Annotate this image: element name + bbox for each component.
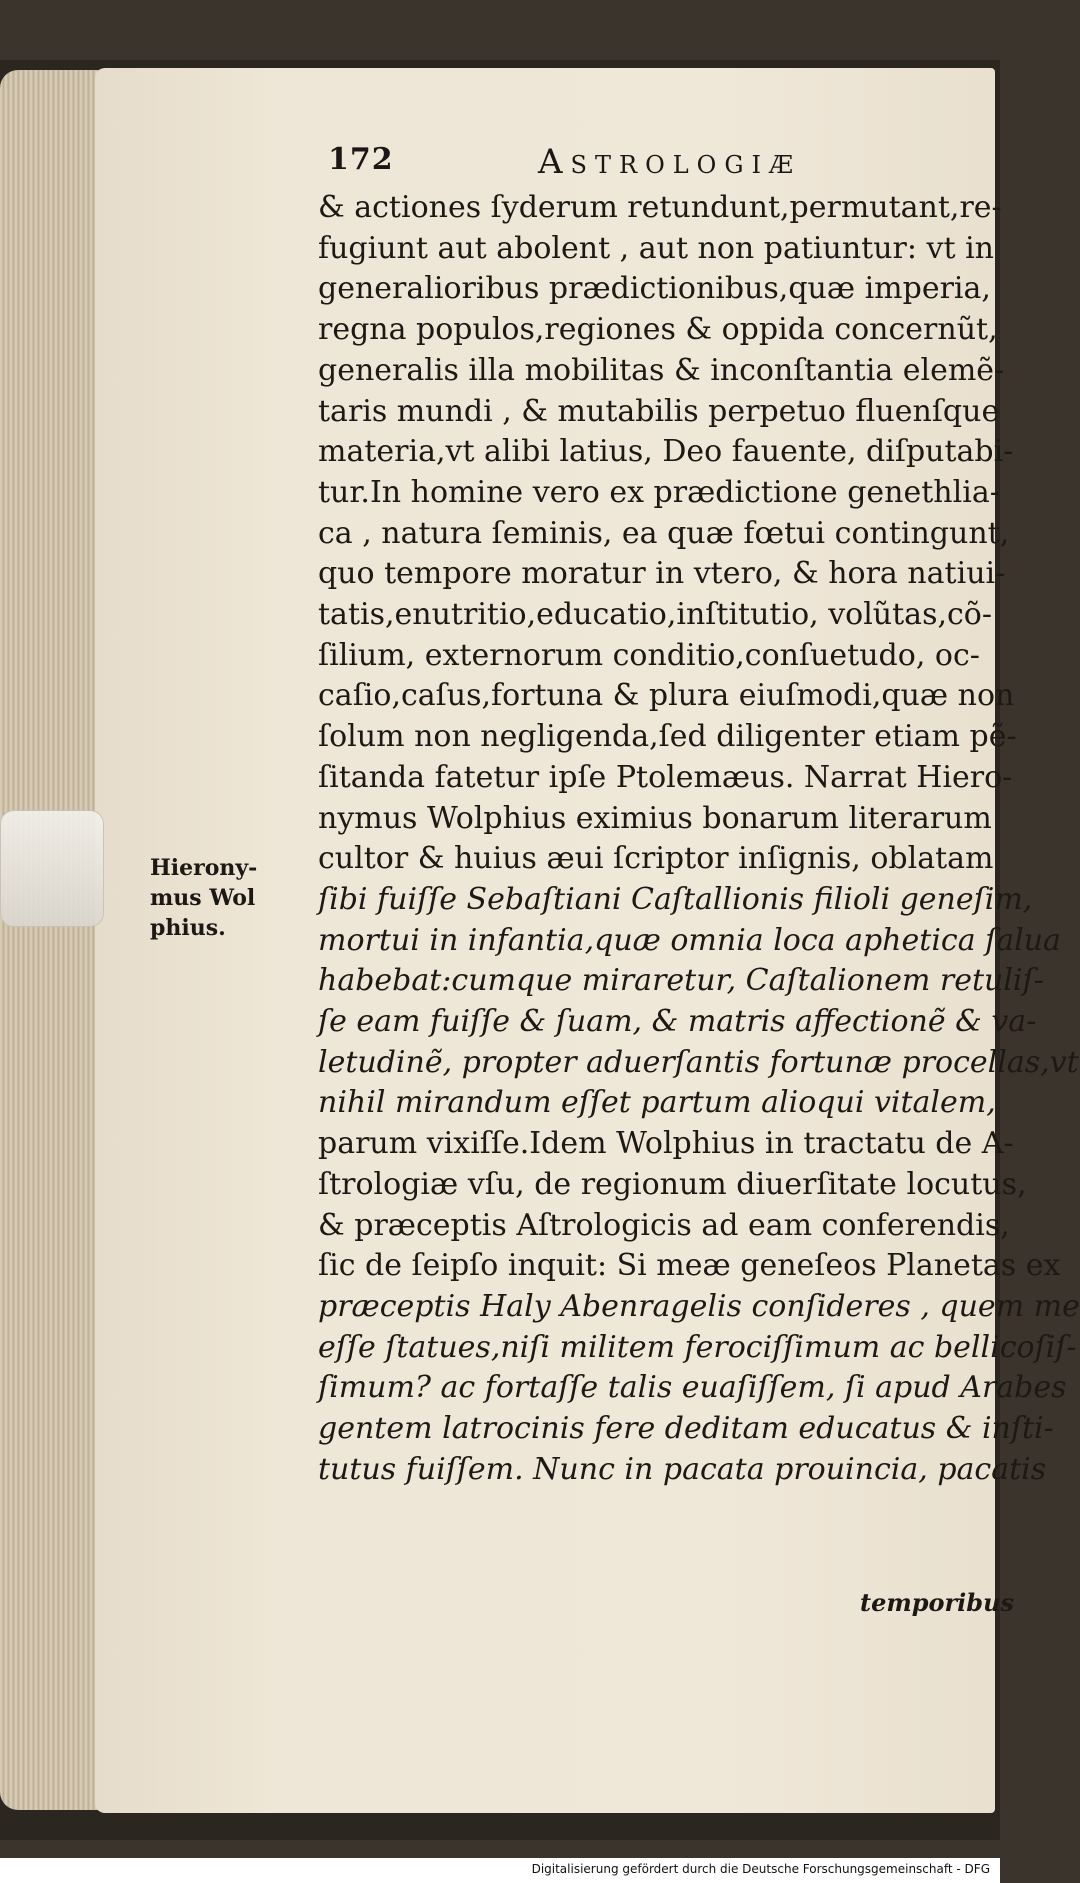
digitization-credit: Digitalisierung gefördert durch die Deutsche Forschungsgemeinschaft - DFG — [531, 1862, 990, 1876]
text-line: eſſe ſtatues,niſi militem ferociſſimum ac bellicoſiſ- — [318, 1329, 1077, 1365]
page-header — [328, 142, 928, 182]
text-line: tatis,enutritio,educatio,inſtitutio, volũtas,cõ- — [318, 597, 993, 633]
text-line: ſe eam fuiſſe & ſuam, & matris affectionẽ & va- — [318, 1004, 1037, 1040]
marginal-note-line: phius. — [150, 915, 226, 941]
text-line: ſilium, externorum conditio,conſuetudo, oc- — [318, 637, 980, 673]
marginal-note-line: mus Wol — [150, 885, 256, 911]
text-line: gentem latrocinis fere deditam educatus & inſti- — [318, 1411, 1054, 1447]
text-line: nymus Wolphius eximius bonarum literarum — [318, 800, 992, 836]
catchword: temporibus — [860, 1588, 1015, 1617]
text-line: generalis illa mobilitas & inconſtantia elemẽ- — [318, 352, 1005, 388]
text-line: ſitanda fatetur ipſe Ptolemæus. Narrat Hiero- — [318, 759, 1013, 795]
text-line: taris mundi , & mutabilis perpetuo fluenſque — [318, 393, 1000, 429]
text-line: tutus fuiſſem. Nunc in pacata prouincia, pacatis — [318, 1451, 1047, 1487]
text-line: & actiones ſyderum retundunt,permutant,re- — [318, 190, 1002, 225]
text-line: ſtrologiæ vſu, de regionum diuerſitate locutus, — [318, 1166, 1027, 1202]
text-line: ſibi fuiſſe Sebaſtiani Caſtallionis filioli geneſim, — [318, 881, 1033, 917]
text-line: regna populos,regiones & oppida concernũt, — [318, 312, 998, 348]
text-line: ſolum non negligenda,ſed diligenter etiam pẽ- — [318, 719, 1017, 755]
text-line: quo tempore moratur in vtero, & hora natiui- — [318, 556, 1006, 592]
marginal-note — [150, 853, 300, 943]
text-line: & præceptis Aſtrologicis ad eam conferendis, — [318, 1207, 1010, 1243]
text-line: caſio,caſus,fortuna & plura eiuſmodi,quæ non — [318, 678, 1015, 714]
text-line: fugiunt aut abolent , aut non patiuntur: vt in — [318, 230, 994, 266]
text-line: generalioribus prædictionibus,quæ imperia, — [318, 271, 991, 307]
running-head: Astrologiæ — [538, 142, 802, 182]
text-line: præceptis Haly Abenragelis conſideres , quem me — [318, 1288, 1080, 1324]
text-line: letudinẽ, propter aduerſantis fortunæ procellas,vt — [318, 1044, 1079, 1080]
text-line: ca , natura ſeminis, ea quæ fœtui contingunt, — [318, 515, 1010, 551]
text-line: ſic de ſeipſo inquit: Si meæ geneſeos Planetas ex — [318, 1248, 1061, 1284]
clamp-tab — [0, 810, 104, 927]
text-line: parum vixiſſe.Idem Wolphius in tractatu de A- — [318, 1126, 1014, 1162]
text-line: ſimum? ac fortaſſe talis euaſiſſem, ſi apud Arabes — [318, 1370, 1067, 1406]
marginal-note-line: Hierony- — [150, 855, 258, 881]
page-number: 172 — [328, 142, 394, 177]
text-line: mortui in infantia,quæ omnia loca aphetica ſalua — [318, 922, 1061, 958]
text-line: tur.In homine vero ex prædictione genethlia- — [318, 474, 1000, 510]
body-text — [318, 188, 1080, 1491]
text-line: cultor & huius æui ſcriptor inſignis, oblatam — [318, 841, 994, 877]
page-edges — [0, 70, 110, 1810]
text-line: materia,vt alibi latius, Deo fauente, diſputabi- — [318, 434, 1014, 470]
text-line: habebat:cumque miraretur, Caſtalionem retuliſ- — [318, 963, 1044, 999]
text-line: nihil mirandum eſſet partum alioqui vitalem, — [318, 1085, 996, 1121]
